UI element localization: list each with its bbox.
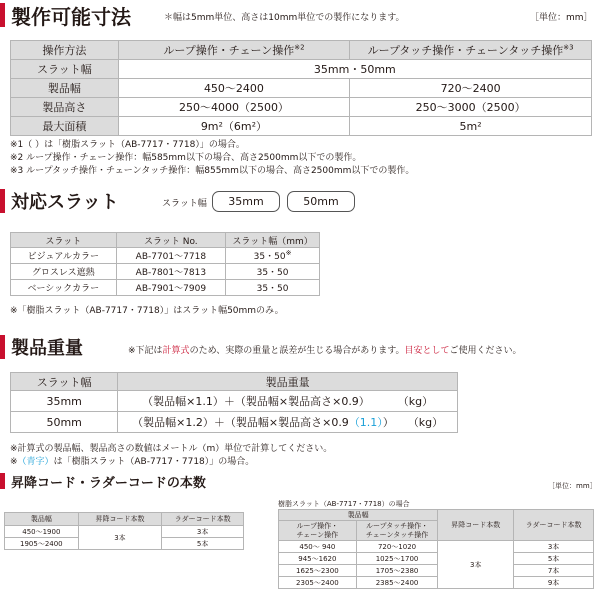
cord-resin-subheader-loop: ループ操作・ チェーン操作 [279,521,357,541]
slat-pill-50: 50mm [287,191,355,212]
cord-std-row-width: 1905～2400 [5,538,79,550]
spec-area-touch: 5m² [350,117,592,136]
slat-row-no: AB-7801～7813 [116,264,226,280]
spec-label-product-width: 製品幅 [11,79,119,98]
spec-header-loop: ループ操作・チェーン操作$^{※2}$ [118,41,349,60]
slat-title: 対応スラット [11,192,119,213]
slat-pill-35: 35mm [212,191,280,212]
slat-footnote: ※「樹脂スラット（AB-7717・7718）」はスラット幅50mmのみ。 [10,306,284,316]
slat-row-name: ビジュアルカラー [11,248,117,264]
weight-title: 製品重量 [11,338,83,359]
cord-resin-row-ladder: 5本 [514,553,594,565]
cord-std-row-ladder: 5本 [162,538,244,550]
spec-section-title [0,2,131,28]
weight-row-formula: （製品幅×1.2）＋（製品幅×製品高さ×0.9（1.1）） （kg） [118,412,458,433]
cord-std-row-ladder: 3本 [162,526,244,538]
spec-width-loop: 450～2400 [118,79,349,98]
slat-row-no: AB-7901～7909 [116,280,226,296]
cord-std-row-width: 450～1900 [5,526,79,538]
spec-unit: ［単位：mm］ [530,13,593,23]
cord-resin-header-lift: 昇降コード本数 [438,510,514,541]
slat-row-name: ベーシックカラー [11,280,117,296]
weight-footnote-2: ※（青字）は「樹脂スラット（AB-7717・7718）」の場合。 [10,457,255,467]
cord-resin-row-touch: 1705～2380 [356,565,438,577]
spec-title: 製作可能寸法 [11,4,131,29]
slat-header-no: スラット No. [116,233,226,248]
slat-width-label: スラット幅 [162,199,207,209]
cord-table-resin [278,509,594,589]
cord-resin-row-touch: 1025～1700 [356,553,438,565]
cord-unit: ［単位：mm］ [548,482,597,490]
cord-table-standard [4,512,244,550]
weight-header-weight: 製品重量 [118,373,458,391]
resin-caption: 樹脂スラット（AB-7717・7718）の場合 [278,500,410,508]
weight-row-width: 35mm [11,391,118,412]
cord-resin-row-loop: 450～ 940 [279,541,357,553]
cord-resin-row-ladder: 9本 [514,577,594,589]
spec-footnote-1: ※1（ ）は「樹脂スラット（AB-7717・7718）」の場合。 [10,140,245,150]
cord-resin-row-loop: 2305～2400 [279,577,357,589]
cord-resin-header-ladder: ラダーコード本数 [514,510,594,541]
cord-resin-row-touch: 720～1020 [356,541,438,553]
spec-slat-width-value: 35mm・50mm [118,60,591,79]
cord-resin-row-ladder: 3本 [514,541,594,553]
spec-footnote-2: ※2 ループ操作・チェーン操作：幅585mm以下の場合、高さ2500mm以下での製作。 [10,153,362,163]
slat-table [10,232,320,296]
title-accent-bar [0,3,5,27]
spec-area-loop: 9m²（6m²） [118,117,349,136]
weight-footnotes [10,443,332,469]
cord-std-header-width: 製品幅 [5,513,79,526]
spec-table [10,40,592,136]
cord-std-header-lift: 昇降コード本数 [78,513,162,526]
weight-row-formula: （製品幅×1.1）＋（製品幅×製品高さ×0.9） （kg） [118,391,458,412]
spec-label-product-height: 製品高さ [11,98,119,117]
spec-note: ＊幅は5mm単位、高さは10mm単位での製作になります。 [164,13,405,23]
cord-resin-subheader-touch: ループタッチ操作・ チェーンタッチ操作 [356,521,438,541]
spec-header-method: 操作方法 [11,41,119,60]
weight-table [10,372,458,433]
title-accent-bar [0,473,5,489]
weight-section-title [0,334,83,360]
cord-section-title [0,472,206,490]
slat-row-width: 35・50 [226,280,320,296]
spec-width-touch: 720～2400 [350,79,592,98]
weight-row-width: 50mm [11,412,118,433]
slat-row-name: グロスレス遮熱 [11,264,117,280]
slat-row-width: 35・50 [226,264,320,280]
cord-resin-row-loop: 945～1620 [279,553,357,565]
weight-header-width: スラット幅 [11,373,118,391]
cord-resin-header-width: 製品幅 [279,510,438,521]
slat-header-width: スラット幅（mm） [226,233,320,248]
weight-note: ※下記は計算式のため、実際の重量と誤差が生じる場合があります。目安としてご使用ください。 [128,346,522,356]
spec-footnote-3: ※3 ループタッチ操作・チェーンタッチ操作：幅855mm以下の場合、高さ2500mm以下での製作。 [10,166,415,176]
cord-resin-row-loop: 1625～2300 [279,565,357,577]
title-accent-bar [0,189,5,213]
slat-row-width: 35・50※ [226,248,320,264]
cord-resin-lift: 3本 [438,541,514,589]
slat-header-name: スラット [11,233,117,248]
spec-header-touch: ループタッチ操作・チェーンタッチ操作$^{※3}$ [350,41,592,60]
spec-label-max-area: 最大面積 [11,117,119,136]
slat-section-title [0,188,119,214]
spec-height-touch: 250～3000（2500） [350,98,592,117]
spec-height-loop: 250～4000（2500） [118,98,349,117]
cord-std-header-ladder: ラダーコード本数 [162,513,244,526]
cord-resin-row-touch: 2385～2400 [356,577,438,589]
spec-label-slat-width: スラット幅 [11,60,119,79]
weight-footnote-1: ※計算式の製品幅、製品高さの数値はメートル（m）単位で計算してください。 [10,444,333,454]
title-accent-bar [0,335,5,359]
slat-row-no: AB-7701～7718 [116,248,226,264]
cord-title: 昇降コード・ラダーコードの本数 [11,475,206,491]
cord-resin-row-ladder: 7本 [514,565,594,577]
spec-footnotes [10,139,414,178]
cord-std-lift: 3本 [78,526,162,550]
